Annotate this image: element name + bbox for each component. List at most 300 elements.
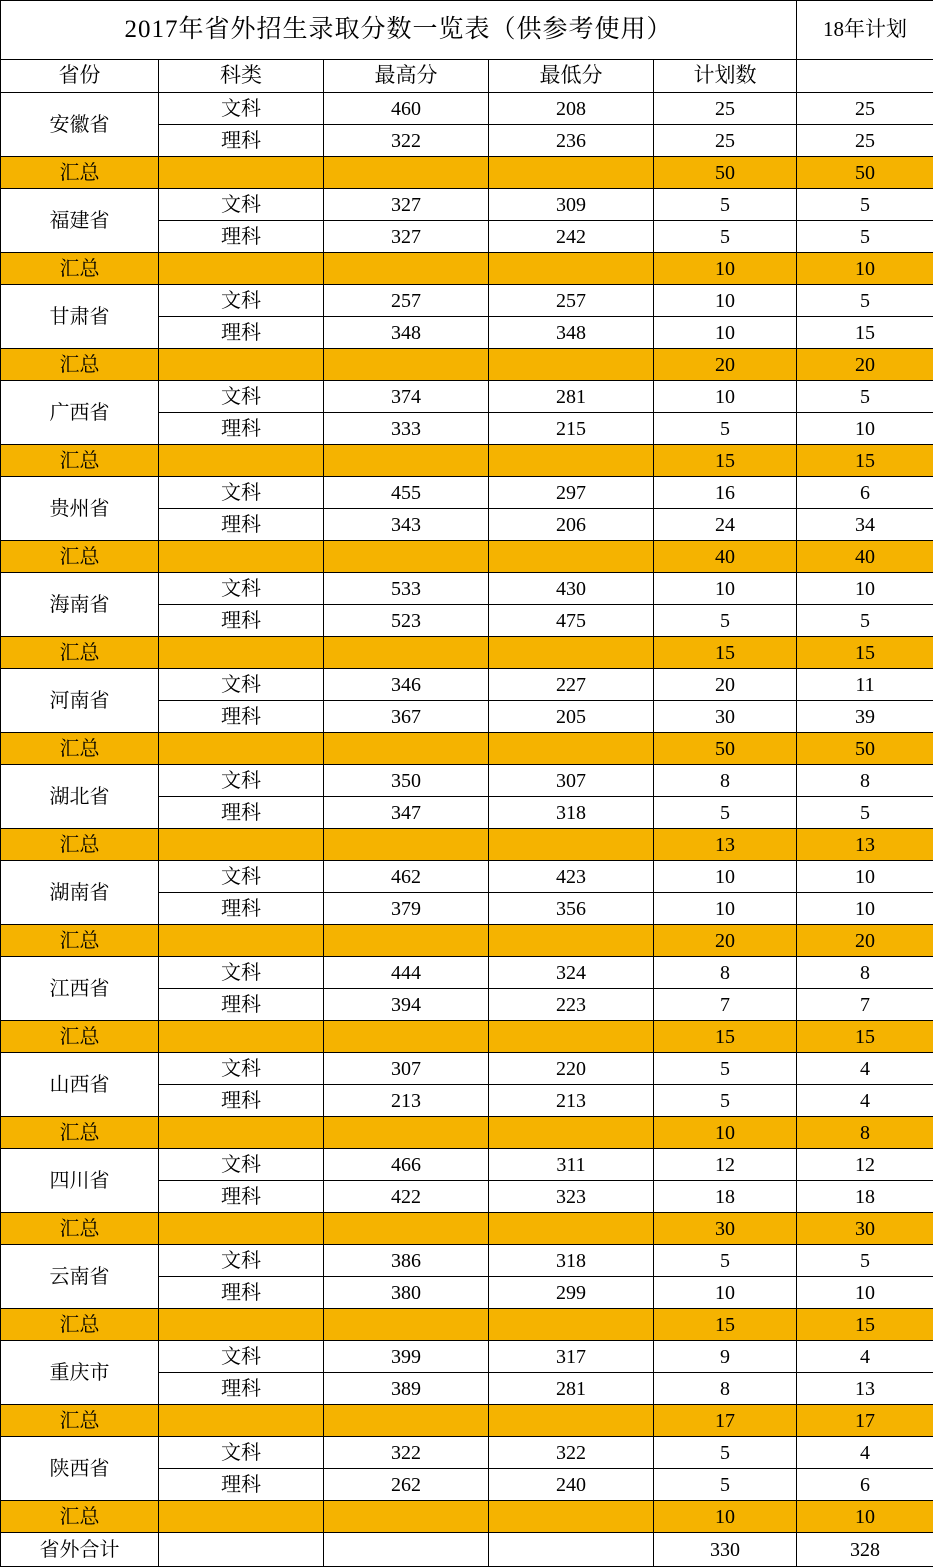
lowest-score-cell: 240 — [489, 1469, 654, 1501]
highest-score-cell: 460 — [324, 93, 489, 125]
highest-score-cell: 444 — [324, 957, 489, 989]
summary-subject-blank — [159, 1501, 324, 1533]
table-row — [1, 477, 933, 509]
summary-label: 汇总 — [1, 349, 159, 381]
summary-subject-blank — [159, 541, 324, 573]
highest-score-cell: 213 — [324, 1085, 489, 1117]
table-row — [1, 189, 933, 221]
plan18-count-cell: 15 — [797, 317, 933, 349]
plan-count-cell: 5 — [654, 1245, 797, 1277]
header-highest: 最高分 — [324, 60, 489, 93]
highest-score-cell: 466 — [324, 1149, 489, 1181]
highest-score-cell: 307 — [324, 1053, 489, 1085]
plan18-count-cell: 10 — [797, 413, 933, 445]
summary-label: 汇总 — [1, 925, 159, 957]
plan-count-cell: 10 — [654, 573, 797, 605]
highest-score-cell: 389 — [324, 1373, 489, 1405]
summary-row — [1, 1117, 933, 1149]
highest-score-cell: 333 — [324, 413, 489, 445]
highest-score-cell: 257 — [324, 285, 489, 317]
summary-highest-blank — [324, 1405, 489, 1437]
summary-plan-count: 15 — [654, 1021, 797, 1053]
highest-score-cell: 322 — [324, 1437, 489, 1469]
table-row — [1, 669, 933, 701]
plan18-count-cell: 4 — [797, 1437, 933, 1469]
highest-score-cell: 346 — [324, 669, 489, 701]
plan18-count-cell: 39 — [797, 701, 933, 733]
table-row — [1, 93, 933, 125]
province-name: 安徽省 — [1, 93, 159, 157]
summary-label: 汇总 — [1, 541, 159, 573]
summary-label: 汇总 — [1, 829, 159, 861]
plan-count-cell: 5 — [654, 797, 797, 829]
subject-cell: 文科 — [159, 93, 324, 125]
subject-cell: 文科 — [159, 957, 324, 989]
summary-plan18-count: 15 — [797, 1021, 933, 1053]
highest-score-cell: 348 — [324, 317, 489, 349]
plan18-count-cell: 7 — [797, 989, 933, 1021]
lowest-score-cell: 318 — [489, 797, 654, 829]
plan18-count-cell: 5 — [797, 1245, 933, 1277]
province-name: 湖北省 — [1, 765, 159, 829]
highest-score-cell: 347 — [324, 797, 489, 829]
lowest-score-cell: 430 — [489, 573, 654, 605]
summary-label: 汇总 — [1, 1021, 159, 1053]
summary-highest-blank — [324, 253, 489, 285]
plan-count-cell: 5 — [654, 189, 797, 221]
summary-label: 汇总 — [1, 445, 159, 477]
subject-cell: 文科 — [159, 1053, 324, 1085]
lowest-score-cell: 307 — [489, 765, 654, 797]
summary-plan-count: 15 — [654, 1309, 797, 1341]
summary-plan18-count: 13 — [797, 829, 933, 861]
subject-cell: 理科 — [159, 1373, 324, 1405]
plan18-count-cell: 25 — [797, 125, 933, 157]
plan-count-cell: 10 — [654, 861, 797, 893]
summary-plan18-count: 50 — [797, 157, 933, 189]
highest-score-cell: 343 — [324, 509, 489, 541]
summary-highest-blank — [324, 733, 489, 765]
province-name: 重庆市 — [1, 1341, 159, 1405]
lowest-score-cell: 206 — [489, 509, 654, 541]
lowest-score-cell: 356 — [489, 893, 654, 925]
summary-highest-blank — [324, 349, 489, 381]
summary-row — [1, 445, 933, 477]
subject-cell: 文科 — [159, 189, 324, 221]
summary-label: 汇总 — [1, 1501, 159, 1533]
lowest-score-cell: 423 — [489, 861, 654, 893]
plan-count-cell: 5 — [654, 605, 797, 637]
subject-cell: 理科 — [159, 1181, 324, 1213]
summary-highest-blank — [324, 1213, 489, 1245]
grand-total-plan18: 328 — [797, 1533, 933, 1567]
plan18-count-cell: 5 — [797, 221, 933, 253]
province-name: 甘肃省 — [1, 285, 159, 349]
plan18-count-cell: 10 — [797, 861, 933, 893]
summary-label: 汇总 — [1, 1309, 159, 1341]
subject-cell: 理科 — [159, 605, 324, 637]
highest-score-cell: 327 — [324, 189, 489, 221]
plan-count-cell: 10 — [654, 317, 797, 349]
plan-count-cell: 12 — [654, 1149, 797, 1181]
subject-cell: 文科 — [159, 765, 324, 797]
table-row — [1, 285, 933, 317]
grand-total-subject-blank — [159, 1533, 324, 1567]
summary-row — [1, 1405, 933, 1437]
subject-cell: 文科 — [159, 1341, 324, 1373]
plan18-count-cell: 8 — [797, 765, 933, 797]
summary-subject-blank — [159, 1213, 324, 1245]
subject-cell: 文科 — [159, 285, 324, 317]
lowest-score-cell: 311 — [489, 1149, 654, 1181]
subject-cell: 文科 — [159, 1149, 324, 1181]
plan18-count-cell: 5 — [797, 797, 933, 829]
plan18-count-cell: 4 — [797, 1053, 933, 1085]
table-row — [1, 1053, 933, 1085]
plan18-count-cell: 10 — [797, 573, 933, 605]
summary-highest-blank — [324, 1501, 489, 1533]
subject-cell: 理科 — [159, 125, 324, 157]
summary-lowest-blank — [489, 1213, 654, 1245]
summary-label: 汇总 — [1, 253, 159, 285]
lowest-score-cell: 323 — [489, 1181, 654, 1213]
summary-plan-count: 40 — [654, 541, 797, 573]
summary-plan-count: 20 — [654, 349, 797, 381]
summary-lowest-blank — [489, 541, 654, 573]
highest-score-cell: 399 — [324, 1341, 489, 1373]
summary-lowest-blank — [489, 349, 654, 381]
highest-score-cell: 374 — [324, 381, 489, 413]
table-row — [1, 1437, 933, 1469]
summary-plan18-count: 15 — [797, 637, 933, 669]
highest-score-cell: 462 — [324, 861, 489, 893]
highest-score-cell: 380 — [324, 1277, 489, 1309]
summary-plan18-count: 10 — [797, 253, 933, 285]
summary-lowest-blank — [489, 445, 654, 477]
summary-lowest-blank — [489, 1405, 654, 1437]
lowest-score-cell: 475 — [489, 605, 654, 637]
summary-lowest-blank — [489, 1021, 654, 1053]
plan-count-cell: 10 — [654, 1277, 797, 1309]
lowest-score-cell: 281 — [489, 381, 654, 413]
header-province: 省份 — [1, 60, 159, 93]
summary-plan-count: 15 — [654, 445, 797, 477]
summary-row — [1, 829, 933, 861]
plan18-count-cell: 5 — [797, 381, 933, 413]
summary-subject-blank — [159, 157, 324, 189]
grand-total-row — [1, 1533, 933, 1567]
table-row — [1, 861, 933, 893]
summary-plan18-count: 15 — [797, 1309, 933, 1341]
province-name: 海南省 — [1, 573, 159, 637]
subject-cell: 理科 — [159, 221, 324, 253]
table-row — [1, 765, 933, 797]
highest-score-cell: 327 — [324, 221, 489, 253]
summary-lowest-blank — [489, 1501, 654, 1533]
grand-total-label: 省外合计 — [1, 1533, 159, 1567]
subject-cell: 理科 — [159, 509, 324, 541]
summary-plan18-count: 50 — [797, 733, 933, 765]
plan18-count-cell: 4 — [797, 1085, 933, 1117]
highest-score-cell: 262 — [324, 1469, 489, 1501]
plan18-count-cell: 10 — [797, 1277, 933, 1309]
summary-highest-blank — [324, 925, 489, 957]
plan-count-cell: 5 — [654, 1469, 797, 1501]
subject-cell: 理科 — [159, 317, 324, 349]
summary-subject-blank — [159, 1021, 324, 1053]
summary-label: 汇总 — [1, 733, 159, 765]
province-name: 江西省 — [1, 957, 159, 1021]
plan18-count-cell: 6 — [797, 477, 933, 509]
highest-score-cell: 367 — [324, 701, 489, 733]
subject-cell: 理科 — [159, 1085, 324, 1117]
plan-count-cell: 5 — [654, 1053, 797, 1085]
plan18-count-cell: 25 — [797, 93, 933, 125]
summary-highest-blank — [324, 637, 489, 669]
lowest-score-cell: 242 — [489, 221, 654, 253]
province-name: 贵州省 — [1, 477, 159, 541]
lowest-score-cell: 205 — [489, 701, 654, 733]
summary-highest-blank — [324, 1117, 489, 1149]
summary-plan18-count: 8 — [797, 1117, 933, 1149]
summary-plan-count: 13 — [654, 829, 797, 861]
subject-cell: 文科 — [159, 573, 324, 605]
header-subject: 科类 — [159, 60, 324, 93]
summary-highest-blank — [324, 829, 489, 861]
subject-cell: 理科 — [159, 893, 324, 925]
summary-subject-blank — [159, 1405, 324, 1437]
summary-lowest-blank — [489, 1117, 654, 1149]
summary-subject-blank — [159, 1117, 324, 1149]
subject-cell: 文科 — [159, 477, 324, 509]
summary-subject-blank — [159, 445, 324, 477]
summary-lowest-blank — [489, 829, 654, 861]
province-name: 云南省 — [1, 1245, 159, 1309]
summary-label: 汇总 — [1, 637, 159, 669]
plan-count-cell: 18 — [654, 1181, 797, 1213]
summary-row — [1, 925, 933, 957]
summary-plan18-count: 17 — [797, 1405, 933, 1437]
plan18-count-cell: 5 — [797, 605, 933, 637]
summary-subject-blank — [159, 1309, 324, 1341]
plan18-count-cell: 8 — [797, 957, 933, 989]
plan18-count-cell: 11 — [797, 669, 933, 701]
province-name: 陕西省 — [1, 1437, 159, 1501]
lowest-score-cell: 318 — [489, 1245, 654, 1277]
summary-row — [1, 253, 933, 285]
highest-score-cell: 422 — [324, 1181, 489, 1213]
subject-cell: 文科 — [159, 1245, 324, 1277]
subject-cell: 文科 — [159, 861, 324, 893]
plan-count-cell: 10 — [654, 285, 797, 317]
summary-plan-count: 10 — [654, 1501, 797, 1533]
summary-row — [1, 733, 933, 765]
highest-score-cell: 379 — [324, 893, 489, 925]
summary-label: 汇总 — [1, 1213, 159, 1245]
summary-plan-count: 20 — [654, 925, 797, 957]
summary-label: 汇总 — [1, 1117, 159, 1149]
summary-highest-blank — [324, 1309, 489, 1341]
plan18-count-cell: 13 — [797, 1373, 933, 1405]
summary-row — [1, 1021, 933, 1053]
summary-plan-count: 50 — [654, 733, 797, 765]
plan-count-cell: 30 — [654, 701, 797, 733]
summary-row — [1, 541, 933, 573]
grand-total-plan: 330 — [654, 1533, 797, 1567]
highest-score-cell: 455 — [324, 477, 489, 509]
grand-total-highest-blank — [324, 1533, 489, 1567]
lowest-score-cell: 223 — [489, 989, 654, 1021]
highest-score-cell: 533 — [324, 573, 489, 605]
summary-row — [1, 349, 933, 381]
header-plan18-spacer — [797, 60, 933, 93]
plan-count-cell: 16 — [654, 477, 797, 509]
table-row — [1, 573, 933, 605]
summary-lowest-blank — [489, 253, 654, 285]
summary-plan18-count: 10 — [797, 1501, 933, 1533]
plan-count-cell: 10 — [654, 893, 797, 925]
subject-cell: 理科 — [159, 989, 324, 1021]
header-plan: 计划数 — [654, 60, 797, 93]
summary-plan18-count: 40 — [797, 541, 933, 573]
lowest-score-cell: 309 — [489, 189, 654, 221]
plan-count-cell: 8 — [654, 957, 797, 989]
summary-plan-count: 15 — [654, 637, 797, 669]
subject-cell: 文科 — [159, 669, 324, 701]
header-lowest: 最低分 — [489, 60, 654, 93]
lowest-score-cell: 281 — [489, 1373, 654, 1405]
plan-year-header: 18年计划 — [797, 1, 933, 60]
summary-label: 汇总 — [1, 1405, 159, 1437]
province-name: 四川省 — [1, 1149, 159, 1213]
lowest-score-cell: 348 — [489, 317, 654, 349]
province-name: 福建省 — [1, 189, 159, 253]
lowest-score-cell: 208 — [489, 93, 654, 125]
summary-lowest-blank — [489, 157, 654, 189]
plan-count-cell: 5 — [654, 221, 797, 253]
summary-row — [1, 1501, 933, 1533]
lowest-score-cell: 322 — [489, 1437, 654, 1469]
plan18-count-cell: 6 — [797, 1469, 933, 1501]
summary-highest-blank — [324, 541, 489, 573]
summary-plan-count: 30 — [654, 1213, 797, 1245]
summary-highest-blank — [324, 445, 489, 477]
plan18-count-cell: 4 — [797, 1341, 933, 1373]
plan-count-cell: 5 — [654, 1437, 797, 1469]
plan18-count-cell: 5 — [797, 285, 933, 317]
province-name: 湖南省 — [1, 861, 159, 925]
plan-count-cell: 8 — [654, 765, 797, 797]
summary-plan18-count: 15 — [797, 445, 933, 477]
column-header-row — [1, 60, 933, 93]
plan18-count-cell: 5 — [797, 189, 933, 221]
subject-cell: 理科 — [159, 413, 324, 445]
summary-lowest-blank — [489, 637, 654, 669]
plan-count-cell: 25 — [654, 125, 797, 157]
plan-count-cell: 9 — [654, 1341, 797, 1373]
plan18-count-cell: 34 — [797, 509, 933, 541]
plan-count-cell: 5 — [654, 1085, 797, 1117]
subject-cell: 理科 — [159, 1277, 324, 1309]
lowest-score-cell: 213 — [489, 1085, 654, 1117]
summary-row — [1, 1213, 933, 1245]
summary-lowest-blank — [489, 1309, 654, 1341]
lowest-score-cell: 220 — [489, 1053, 654, 1085]
subject-cell: 理科 — [159, 1469, 324, 1501]
plan-count-cell: 10 — [654, 381, 797, 413]
lowest-score-cell: 317 — [489, 1341, 654, 1373]
summary-highest-blank — [324, 157, 489, 189]
title-row — [1, 1, 933, 60]
lowest-score-cell: 257 — [489, 285, 654, 317]
grand-total-lowest-blank — [489, 1533, 654, 1567]
summary-plan18-count: 30 — [797, 1213, 933, 1245]
highest-score-cell: 394 — [324, 989, 489, 1021]
summary-subject-blank — [159, 733, 324, 765]
province-name: 河南省 — [1, 669, 159, 733]
plan-count-cell: 24 — [654, 509, 797, 541]
summary-label: 汇总 — [1, 157, 159, 189]
plan-count-cell: 20 — [654, 669, 797, 701]
subject-cell: 文科 — [159, 381, 324, 413]
summary-row — [1, 637, 933, 669]
highest-score-cell: 350 — [324, 765, 489, 797]
subject-cell: 文科 — [159, 1437, 324, 1469]
lowest-score-cell: 236 — [489, 125, 654, 157]
lowest-score-cell: 215 — [489, 413, 654, 445]
summary-plan18-count: 20 — [797, 349, 933, 381]
summary-plan18-count: 20 — [797, 925, 933, 957]
lowest-score-cell: 324 — [489, 957, 654, 989]
summary-plan-count: 10 — [654, 253, 797, 285]
summary-row — [1, 157, 933, 189]
table-row — [1, 1245, 933, 1277]
summary-plan-count: 50 — [654, 157, 797, 189]
highest-score-cell: 322 — [324, 125, 489, 157]
plan-count-cell: 7 — [654, 989, 797, 1021]
subject-cell: 理科 — [159, 701, 324, 733]
summary-subject-blank — [159, 829, 324, 861]
summary-lowest-blank — [489, 925, 654, 957]
highest-score-cell: 523 — [324, 605, 489, 637]
summary-subject-blank — [159, 253, 324, 285]
table-row — [1, 381, 933, 413]
summary-highest-blank — [324, 1021, 489, 1053]
summary-row — [1, 1309, 933, 1341]
plan-count-cell: 25 — [654, 93, 797, 125]
plan-count-cell: 5 — [654, 413, 797, 445]
summary-lowest-blank — [489, 733, 654, 765]
summary-subject-blank — [159, 925, 324, 957]
table-row — [1, 1149, 933, 1181]
summary-subject-blank — [159, 349, 324, 381]
province-name: 广西省 — [1, 381, 159, 445]
province-name: 山西省 — [1, 1053, 159, 1117]
plan18-count-cell: 10 — [797, 893, 933, 925]
page-title: 2017年省外招生录取分数一览表（供参考使用） — [1, 1, 797, 60]
summary-plan-count: 10 — [654, 1117, 797, 1149]
summary-subject-blank — [159, 637, 324, 669]
lowest-score-cell: 299 — [489, 1277, 654, 1309]
plan18-count-cell: 18 — [797, 1181, 933, 1213]
table-row — [1, 1341, 933, 1373]
highest-score-cell: 386 — [324, 1245, 489, 1277]
summary-plan-count: 17 — [654, 1405, 797, 1437]
plan-count-cell: 8 — [654, 1373, 797, 1405]
lowest-score-cell: 297 — [489, 477, 654, 509]
plan18-count-cell: 12 — [797, 1149, 933, 1181]
subject-cell: 理科 — [159, 797, 324, 829]
